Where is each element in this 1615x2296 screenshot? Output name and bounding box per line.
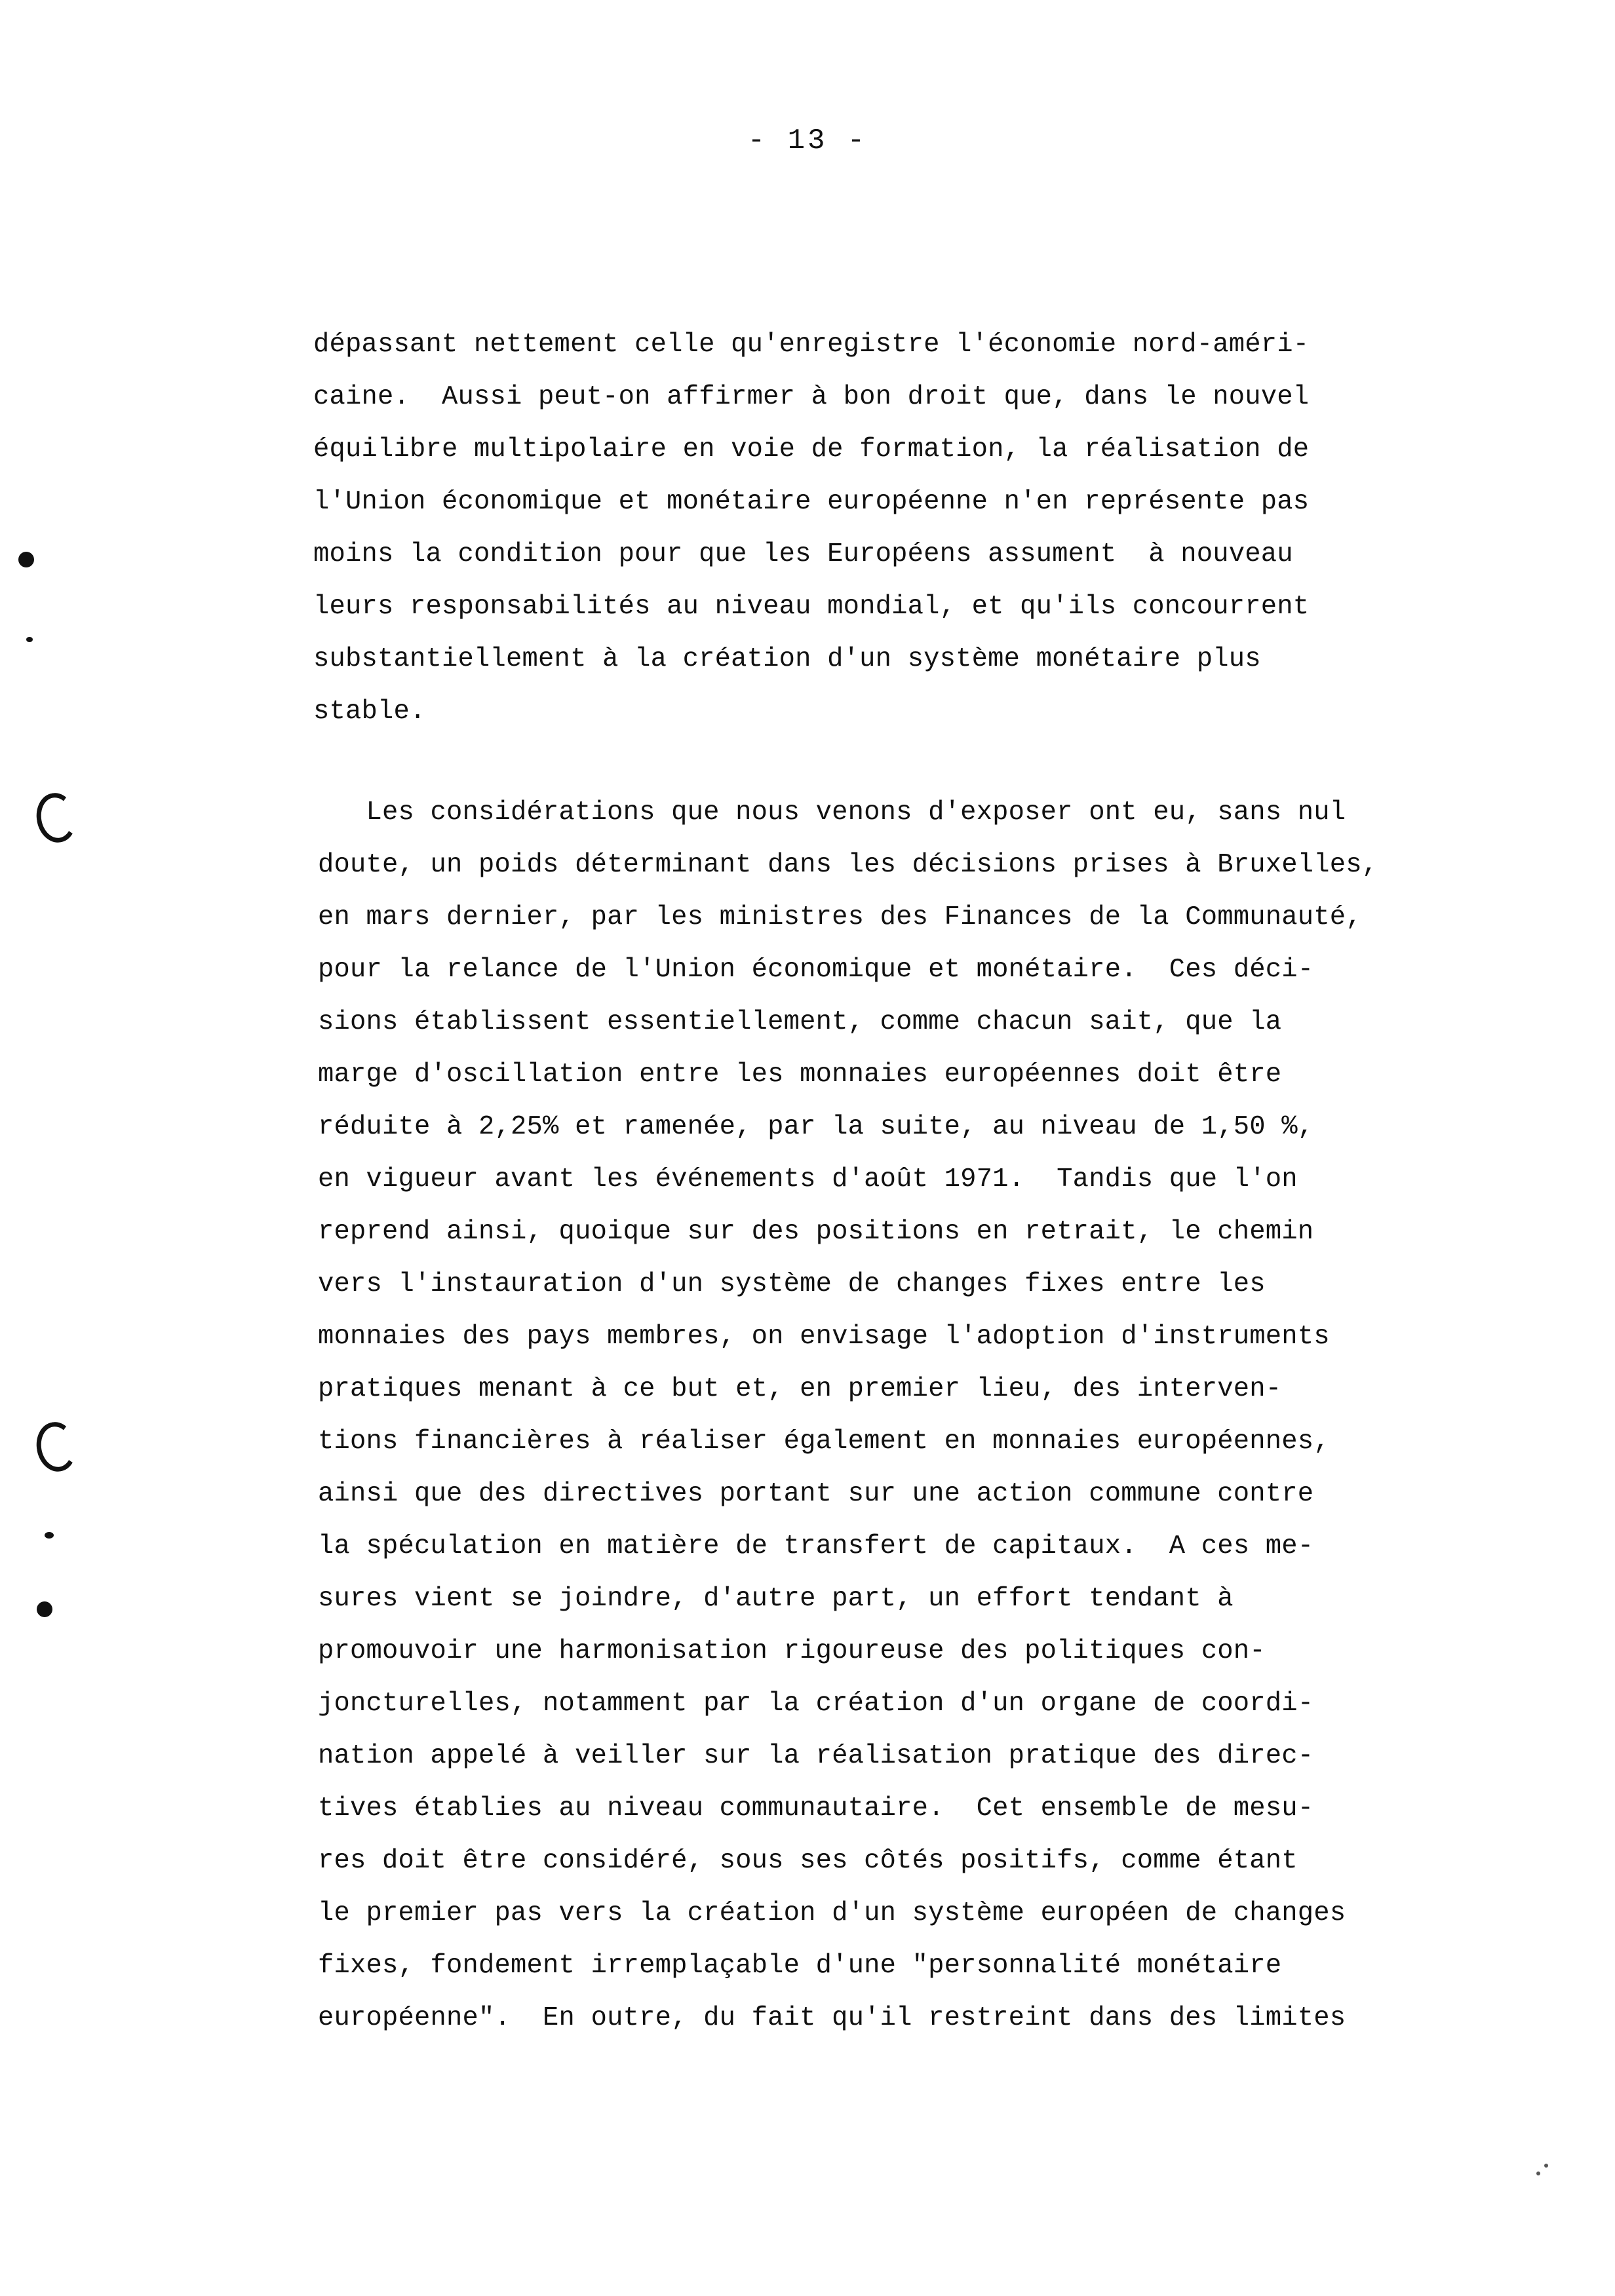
text-line: l'Union économique et monétaire européenne n'en représente pas bbox=[313, 487, 1310, 517]
text-line: nation appelé à veiller sur la réalisation pratique des direc- bbox=[318, 1741, 1314, 1771]
text-line: joncturelles, notamment par la création d'un organe de coordi- bbox=[318, 1689, 1314, 1719]
text-line: sions établissent essentiellement, comme chacun sait, que la bbox=[318, 1007, 1282, 1037]
text-line: fixes, fondement irremplaçable d'une "personnalité monétaire bbox=[318, 1951, 1282, 1981]
text-line: ainsi que des directives portant sur une action commune contre bbox=[318, 1479, 1314, 1509]
text-line: réduite à 2,25% et ramenée, par la suite, au niveau de 1,50 %, bbox=[318, 1112, 1314, 1142]
text-line: res doit être considéré, sous ses côtés positifs, comme étant bbox=[318, 1846, 1298, 1876]
text-line: substantiellement à la création d'un système monétaire plus bbox=[313, 644, 1261, 674]
text-line: la spéculation en matière de transfert de capitaux. A ces me- bbox=[318, 1531, 1314, 1561]
text-line: promouvoir une harmonisation rigoureuse des politiques con- bbox=[318, 1636, 1266, 1666]
text-line: équilibre multipolaire en voie de formation, la réalisation de bbox=[313, 434, 1310, 465]
text-line: dépassant nettement celle qu'enregistre l'économie nord-améri- bbox=[313, 330, 1310, 360]
page-number: - 13 - bbox=[747, 124, 868, 157]
binding-bracket-mark bbox=[33, 790, 80, 845]
text-line: leurs responsabilités au niveau mondial, et qu'ils concourrent bbox=[313, 592, 1310, 622]
text-line: le premier pas vers la création d'un système européen de changes bbox=[318, 1898, 1346, 1928]
text-line: stable. bbox=[313, 697, 426, 727]
text-line: vers l'instauration d'un système de changes fixes entre les bbox=[318, 1269, 1266, 1299]
punch-hole-mark bbox=[18, 552, 34, 567]
scan-speck bbox=[1544, 2164, 1548, 2168]
text-line: moins la condition pour que les Européens assument à nouveau bbox=[313, 539, 1293, 569]
text-line: en vigueur avant les événements d'août 1971. Tandis que l'on bbox=[318, 1164, 1298, 1195]
punch-hole-mark bbox=[37, 1601, 52, 1617]
text-line: monnaies des pays membres, on envisage l'adoption d'instruments bbox=[318, 1322, 1330, 1352]
text-line: tions financières à réaliser également en monnaies européennes, bbox=[318, 1426, 1330, 1457]
scan-speck bbox=[1536, 2172, 1540, 2175]
text-line: européenne". En outre, du fait qu'il restreint dans des limites bbox=[318, 2003, 1346, 2033]
text-line: tives établies au niveau communautaire. Cet ensemble de mesu- bbox=[318, 1793, 1314, 1824]
text-line: Les considérations que nous venons d'exposer ont eu, sans nul bbox=[318, 797, 1346, 828]
binding-mark bbox=[45, 1532, 54, 1539]
text-line: sures vient se joindre, d'autre part, un effort tendant à bbox=[318, 1584, 1234, 1614]
text-line: reprend ainsi, quoique sur des positions en retrait, le chemin bbox=[318, 1217, 1314, 1247]
text-line: caine. Aussi peut-on affirmer à bon droit que, dans le nouvel bbox=[313, 382, 1310, 412]
text-line: pour la relance de l'Union économique et monétaire. Ces déci- bbox=[318, 955, 1314, 985]
binding-mark bbox=[26, 637, 33, 642]
text-line: en mars dernier, par les ministres des Finances de la Communauté, bbox=[318, 902, 1362, 932]
text-line: marge d'oscillation entre les monnaies européennes doit être bbox=[318, 1060, 1282, 1090]
text-line: pratiques menant à ce but et, en premier lieu, des interven- bbox=[318, 1374, 1282, 1404]
binding-bracket-mark bbox=[33, 1419, 80, 1474]
text-line: doute, un poids déterminant dans les décisions prises à Bruxelles, bbox=[318, 850, 1378, 880]
